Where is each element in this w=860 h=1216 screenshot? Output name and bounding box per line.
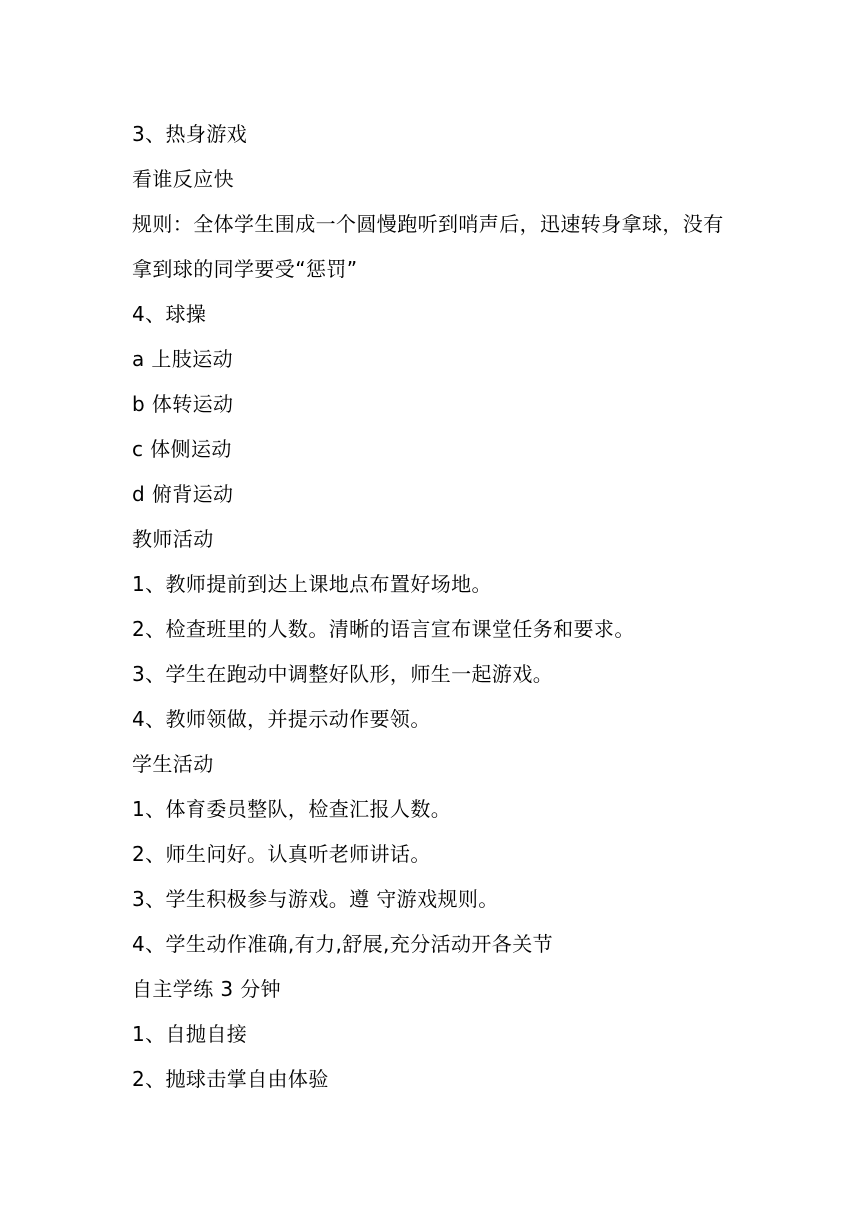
- student-activity-heading: 学生活动: [132, 752, 214, 776]
- teacher-activity-item-3: 3、学生在跑动中调整好队形，师生一起游戏。: [132, 662, 554, 686]
- student-activity-item-2: 2、师生问好。认真听老师讲话。: [132, 842, 431, 866]
- document-body: [132, 112, 742, 1102]
- student-activity-item-4: 4、学生动作准确,有力,舒展,充分活动开各关节: [132, 932, 553, 956]
- self-practice-item-2: 2、抛球击掌自由体验: [132, 1067, 329, 1091]
- exercise-item-a: a 上肢运动: [132, 347, 234, 371]
- game-title: 看谁反应快: [132, 167, 234, 191]
- teacher-activity-item-4: 4、教师领做，并提示动作要领。: [132, 707, 431, 731]
- self-practice-item-1: 1、自抛自接: [132, 1022, 248, 1046]
- section-heading-ball-exercise: 4、球操: [132, 302, 207, 326]
- student-activity-item-3: 3、学生积极参与游戏。遵 守游戏规则。: [132, 887, 499, 911]
- teacher-activity-item-1: 1、教师提前到达上课地点布置好场地。: [132, 572, 492, 596]
- section-heading-warmup: 3、热身游戏: [132, 122, 248, 146]
- game-rules: 规则：全体学生围成一个圆慢跑听到哨声后，迅速转身拿球，没有拿到球的同学要受“惩罚”: [132, 212, 724, 281]
- student-activity-item-1: 1、体育委员整队，检查汇报人数。: [132, 797, 452, 821]
- exercise-item-c: c 体侧运动: [132, 437, 232, 461]
- exercise-item-d: d 俯背运动: [132, 482, 234, 506]
- teacher-activity-item-2: 2、检查班里的人数。清晰的语言宣布课堂任务和要求。: [132, 617, 635, 641]
- exercise-item-b: b 体转运动: [132, 392, 234, 416]
- self-practice-heading: 自主学练 3 分钟: [132, 977, 282, 1001]
- teacher-activity-heading: 教师活动: [132, 527, 214, 551]
